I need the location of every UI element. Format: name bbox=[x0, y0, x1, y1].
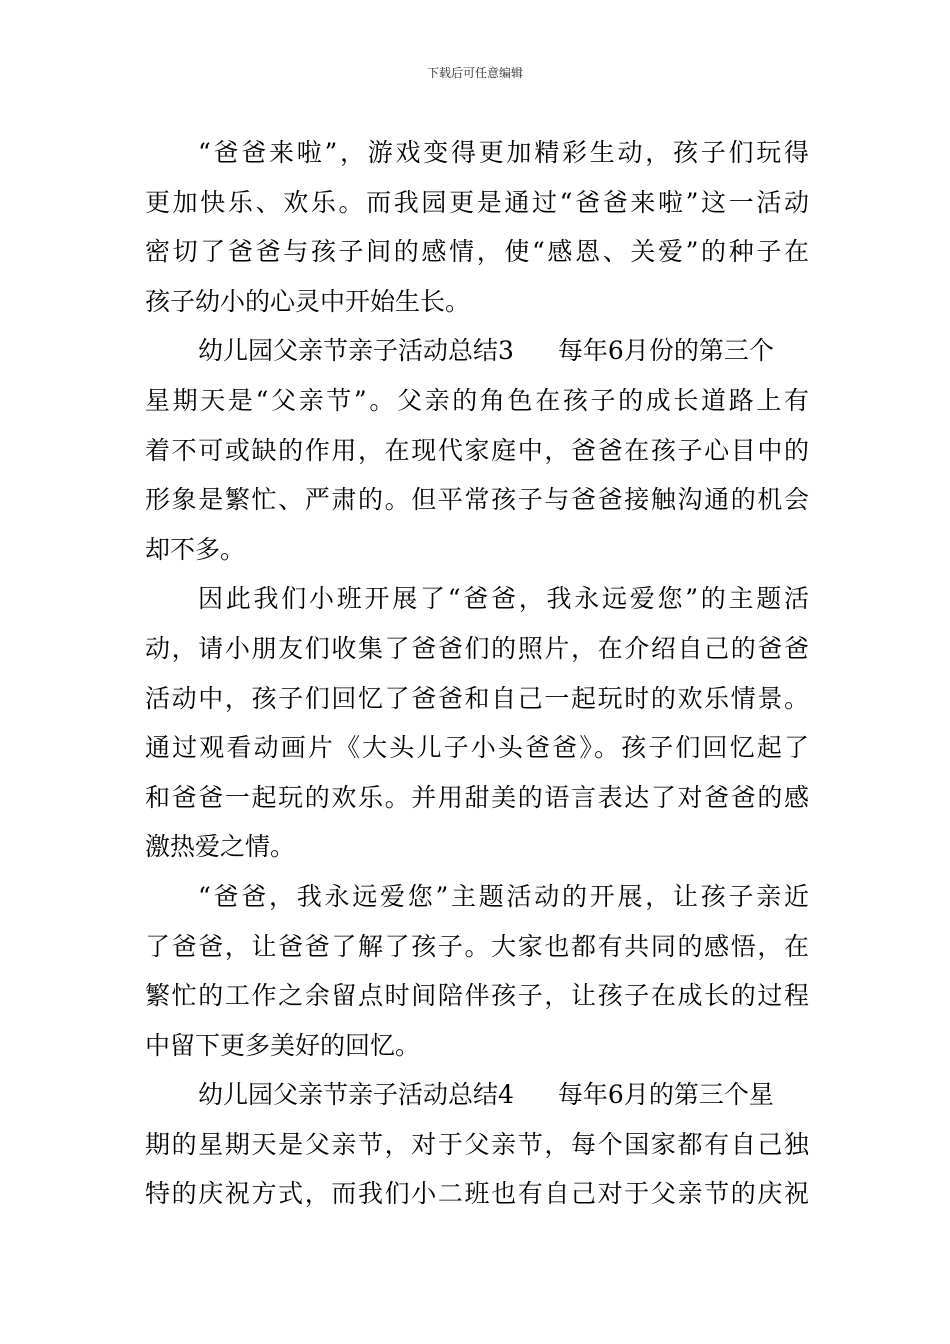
paragraph-line: 繁忙的工作之余留点时间陪伴孩子，让孩子在成长的过程 bbox=[145, 981, 809, 1011]
section-title: 幼儿园父亲节亲子活动总结4 bbox=[198, 1080, 514, 1110]
paragraph-line: 活动中，孩子们回忆了爸爸和自己一起玩时的欢乐情景。 bbox=[145, 683, 809, 713]
paragraph-text: 每年6月的第三个星 bbox=[557, 1080, 774, 1110]
paragraph-line: 着不可或缺的作用，在现代家庭中，爸爸在孩子心目中的 bbox=[145, 435, 809, 465]
paragraph-line: 通过观看动画片《大头儿子小头爸爸》。孩子们回忆起了 bbox=[145, 733, 809, 763]
paragraph-line: “爸爸来啦”，游戏变得更加精彩生动，孩子们玩得 bbox=[198, 138, 809, 167]
paragraph-line: 了爸爸，让爸爸了解了孩子。大家也都有共同的感悟，在 bbox=[145, 931, 809, 961]
paragraph-text: 每年6月份的第三个 bbox=[557, 336, 774, 366]
section-title-line bbox=[145, 326, 809, 376]
paragraph-line: 因此我们小班开展了“爸爸，我永远爱您”的主题活 bbox=[198, 584, 809, 614]
paragraph-line: 孩子幼小的心灵中开始生长。 bbox=[145, 286, 471, 316]
paragraph-line: 动，请小朋友们收集了爸爸们的照片，在介绍自己的爸爸 bbox=[145, 633, 809, 663]
section-title: 幼儿园父亲节亲子活动总结3 bbox=[198, 336, 514, 366]
paragraph-line: 特的庆祝方式，而我们小二班也有自己对于父亲节的庆祝 bbox=[145, 1179, 809, 1209]
paragraph-line: 密切了爸爸与孩子间的感情，使“感恩、关爱”的种子在 bbox=[145, 237, 809, 267]
paragraph-line: 星期天是“父亲节”。父亲的角色在孩子的成长道路上有 bbox=[145, 385, 809, 415]
paragraph-line: 形象是繁忙、严肃的。但平常孩子与爸爸接触沟通的机会 bbox=[145, 485, 809, 515]
page-header: 下载后可任意编辑 bbox=[426, 66, 523, 80]
section-title-line bbox=[145, 1070, 809, 1120]
paragraph-line: 激热爱之情。 bbox=[145, 832, 296, 862]
paragraph-line: “爸爸，我永远爱您”主题活动的开展，让孩子亲近 bbox=[198, 881, 809, 911]
paragraph-line: 和爸爸一起玩的欢乐。并用甜美的语言表达了对爸爸的感 bbox=[145, 782, 809, 812]
paragraph-line: 却不多。 bbox=[145, 534, 246, 564]
document-body bbox=[145, 128, 809, 1219]
paragraph-line: 更加快乐、欢乐。而我园更是通过“爸爸来啦”这一活动 bbox=[145, 187, 809, 217]
paragraph-line: 期的星期天是父亲节，对于父亲节，每个国家都有自己独 bbox=[145, 1129, 809, 1159]
paragraph-line: 中留下更多美好的回忆。 bbox=[145, 1030, 421, 1060]
